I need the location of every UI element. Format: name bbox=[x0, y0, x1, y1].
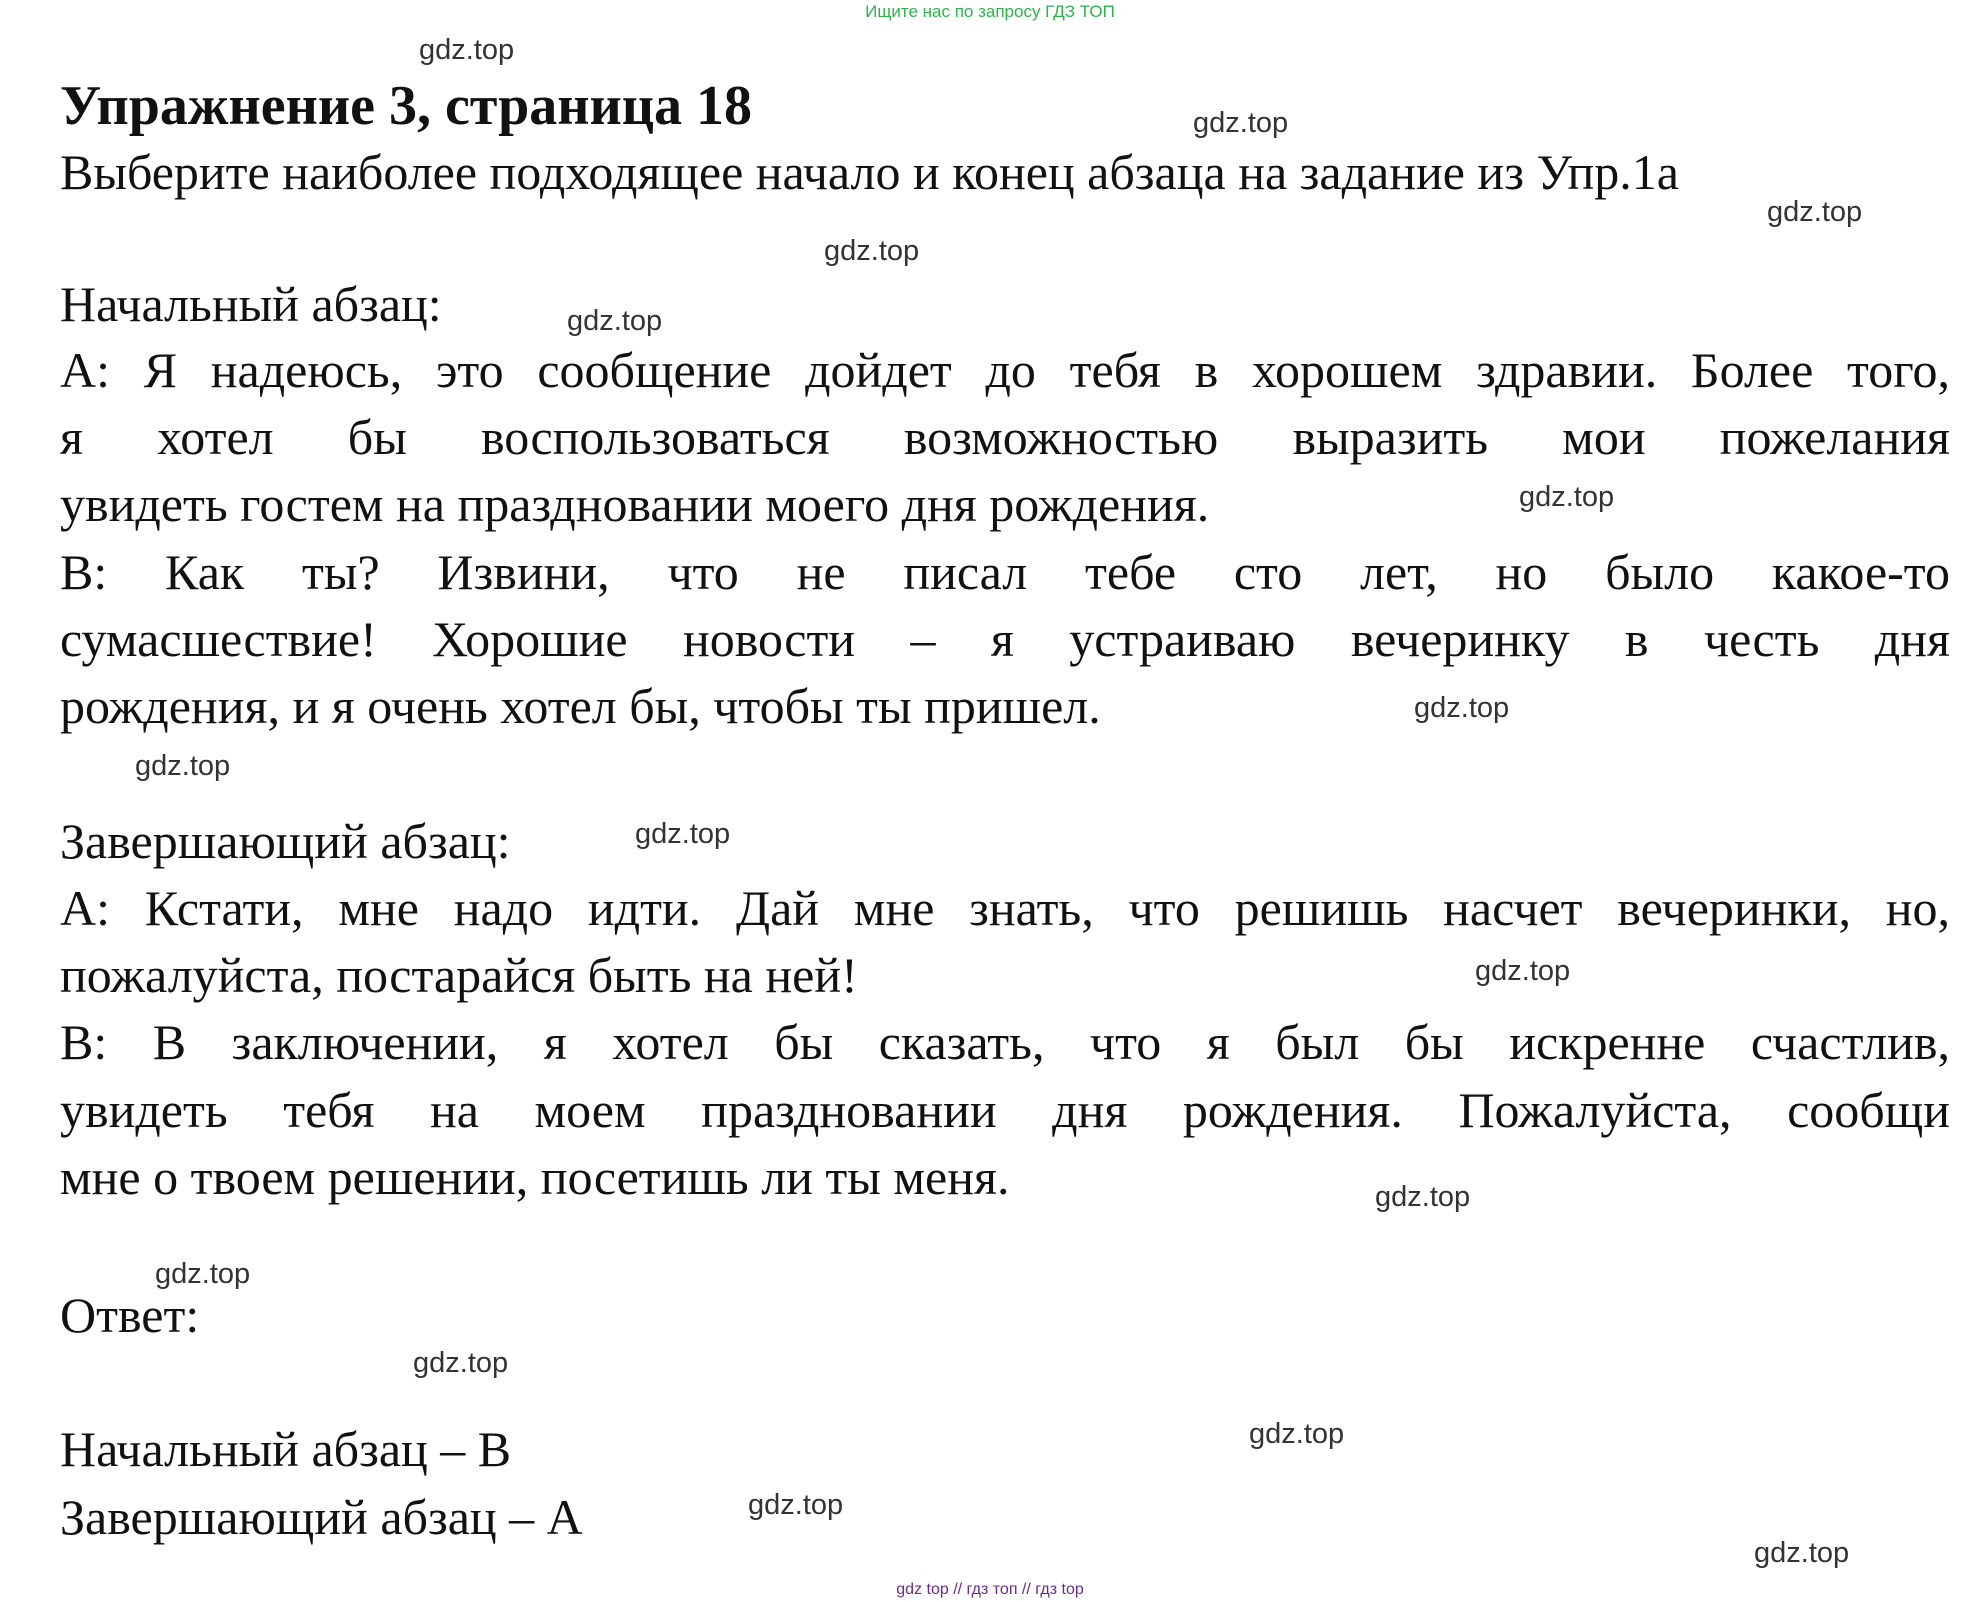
opening-option-b-line: рождения, и я очень хотел бы, чтобы ты пришел. bbox=[60, 678, 1101, 734]
closing-option-b-line: увидеть тебя на моем праздновании дня рождения. Пожалуйста, сообщи bbox=[60, 1082, 1950, 1138]
answer-opening: Начальный абзац – В bbox=[60, 1421, 512, 1477]
footer-banner: gdz top // гдз топ // гдз top bbox=[896, 1581, 1084, 1598]
watermark: gdz.top bbox=[824, 235, 920, 267]
answer-closing: Завершающий абзац – А bbox=[60, 1489, 583, 1545]
closing-option-a-line: пожалуйста, постарайся быть на ней! bbox=[60, 947, 858, 1003]
watermark: gdz.top bbox=[1249, 1418, 1345, 1450]
watermark: gdz.top bbox=[155, 1258, 251, 1290]
opening-option-a-line: А: Я надеюсь, это сообщение дойдет до тебя в хорошем здравии. Более того, bbox=[60, 342, 1950, 398]
instruction-text: Выберите наиболее подходящее начало и конец абзаца на задание из Упр.1а bbox=[60, 144, 1679, 200]
watermark: gdz.top bbox=[1475, 955, 1571, 987]
watermark: gdz.top bbox=[748, 1489, 844, 1521]
opening-section-label: Начальный абзац: bbox=[60, 276, 442, 332]
closing-section-label: Завершающий абзац: bbox=[60, 813, 511, 869]
opening-option-a-line: увидеть гостем на праздновании моего дня рождения. bbox=[60, 476, 1210, 532]
watermark: gdz.top bbox=[413, 1347, 509, 1379]
watermark: gdz.top bbox=[1519, 481, 1615, 513]
watermark: gdz.top bbox=[1375, 1181, 1471, 1213]
closing-option-b-line: В: В заключении, я хотел бы сказать, что я был бы искренне счастлив, bbox=[60, 1014, 1950, 1070]
watermark: gdz.top bbox=[1767, 196, 1863, 228]
watermark: gdz.top bbox=[1754, 1537, 1850, 1569]
watermark: gdz.top bbox=[419, 34, 515, 66]
closing-option-b-line: мне о твоем решении, посетишь ли ты меня. bbox=[60, 1149, 1010, 1205]
watermark: gdz.top bbox=[567, 305, 663, 337]
watermark: gdz.top bbox=[135, 750, 231, 782]
closing-option-a-line: А: Кстати, мне надо идти. Дай мне знать, что решишь насчет вечеринки, но, bbox=[60, 880, 1950, 936]
page-title: Упражнение 3, страница 18 bbox=[60, 75, 753, 137]
watermark: gdz.top bbox=[1193, 107, 1289, 139]
answer-label: Ответ: bbox=[60, 1287, 200, 1343]
opening-option-b-line: сумасшествие! Хорошие новости – я устраиваю вечеринку в честь дня bbox=[60, 611, 1950, 667]
watermark: gdz.top bbox=[635, 818, 731, 850]
header-banner: Ищите нас по запросу ГДЗ ТОП bbox=[865, 2, 1115, 21]
watermark: gdz.top bbox=[1414, 692, 1510, 724]
opening-option-b-line: В: Как ты? Извини, что не писал тебе сто лет, но было какое-то bbox=[60, 544, 1950, 600]
opening-option-a-line: я хотел бы воспользоваться возможностью выразить мои пожелания bbox=[60, 409, 1950, 465]
